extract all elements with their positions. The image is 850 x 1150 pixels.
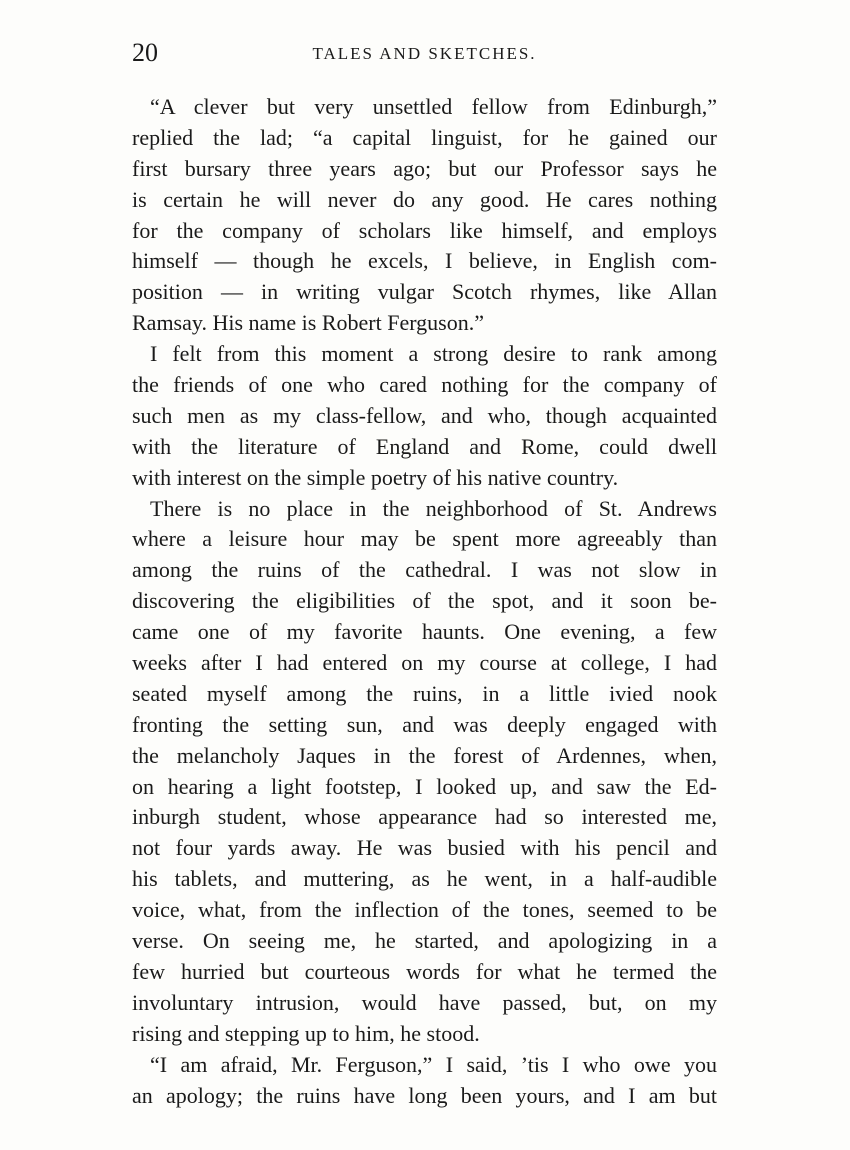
body-text	[132, 92, 717, 1111]
text-line: involuntary intrusion, would have passed, but, on my	[132, 989, 717, 1015]
running-head	[132, 36, 717, 70]
text-line: where a leisure hour may be spent more agreeably than	[132, 526, 717, 552]
text-line: came one of my favorite haunts. One evening, a few	[132, 619, 717, 645]
text-line: with the literature of England and Rome, could dwell	[132, 433, 717, 459]
text-line: “I am afraid, Mr. Ferguson,” I said, ’tis I who owe you	[150, 1051, 717, 1077]
text-line: an apology; the ruins have long been yours, and I am but	[132, 1082, 717, 1108]
text-line: first bursary three years ago; but our Professor says he	[132, 155, 717, 181]
text-line: the friends of one who cared nothing for the company of	[132, 372, 717, 398]
text-line: replied the lad; “a capital linguist, for he gained our	[132, 124, 717, 150]
text-line: seated myself among the ruins, in a little ivied nook	[132, 680, 717, 706]
text-line: himself — though he excels, I believe, in English com-	[132, 248, 717, 274]
text-line: among the ruins of the cathedral. I was not slow in	[132, 557, 717, 583]
running-title: TALES AND SKETCHES.	[312, 44, 537, 63]
text-line: I felt from this moment a strong desire to rank among	[150, 341, 717, 367]
text-line: “A clever but very unsettled fellow from Edinburgh,”	[150, 94, 717, 119]
text-line: fronting the setting sun, and was deeply engaged with	[132, 711, 717, 737]
text-line: the melancholy Jaques in the forest of Ardennes, when,	[132, 742, 717, 768]
text-line: few hurried but courteous words for what he termed the	[132, 958, 717, 984]
text-line: is certain he will never do any good. He cares nothing	[132, 186, 717, 212]
text-line: such men as my class-fellow, and who, though acquainted	[132, 402, 717, 428]
text-line: rising and stepping up to him, he stood.	[132, 1020, 480, 1046]
text-line: weeks after I had entered on my course at college, I had	[132, 650, 717, 676]
text-line: on hearing a light footstep, I looked up, and saw the Ed-	[132, 773, 717, 799]
text-line: for the company of scholars like himself, and employs	[132, 217, 717, 243]
text-line: voice, what, from the inflection of the tones, seemed to be	[132, 897, 717, 923]
page-number: 20	[132, 38, 158, 67]
text-line: Ramsay. His name is Robert Ferguson.”	[132, 310, 484, 336]
text-line: There is no place in the neighborhood of St. Andrews	[150, 495, 717, 521]
text-line: inburgh student, whose appearance had so interested me,	[132, 804, 717, 830]
text-line: not four yards away. He was busied with his pencil and	[132, 835, 717, 861]
text-line: with interest on the simple poetry of his native country.	[132, 464, 619, 490]
text-line: his tablets, and muttering, as he went, in a half-audible	[132, 866, 717, 892]
text-line: discovering the eligibilities of the spot, and it soon be-	[132, 588, 717, 614]
text-line: verse. On seeing me, he started, and apologizing in a	[132, 928, 717, 954]
text-line: position — in writing vulgar Scotch rhymes, like Allan	[132, 279, 717, 305]
